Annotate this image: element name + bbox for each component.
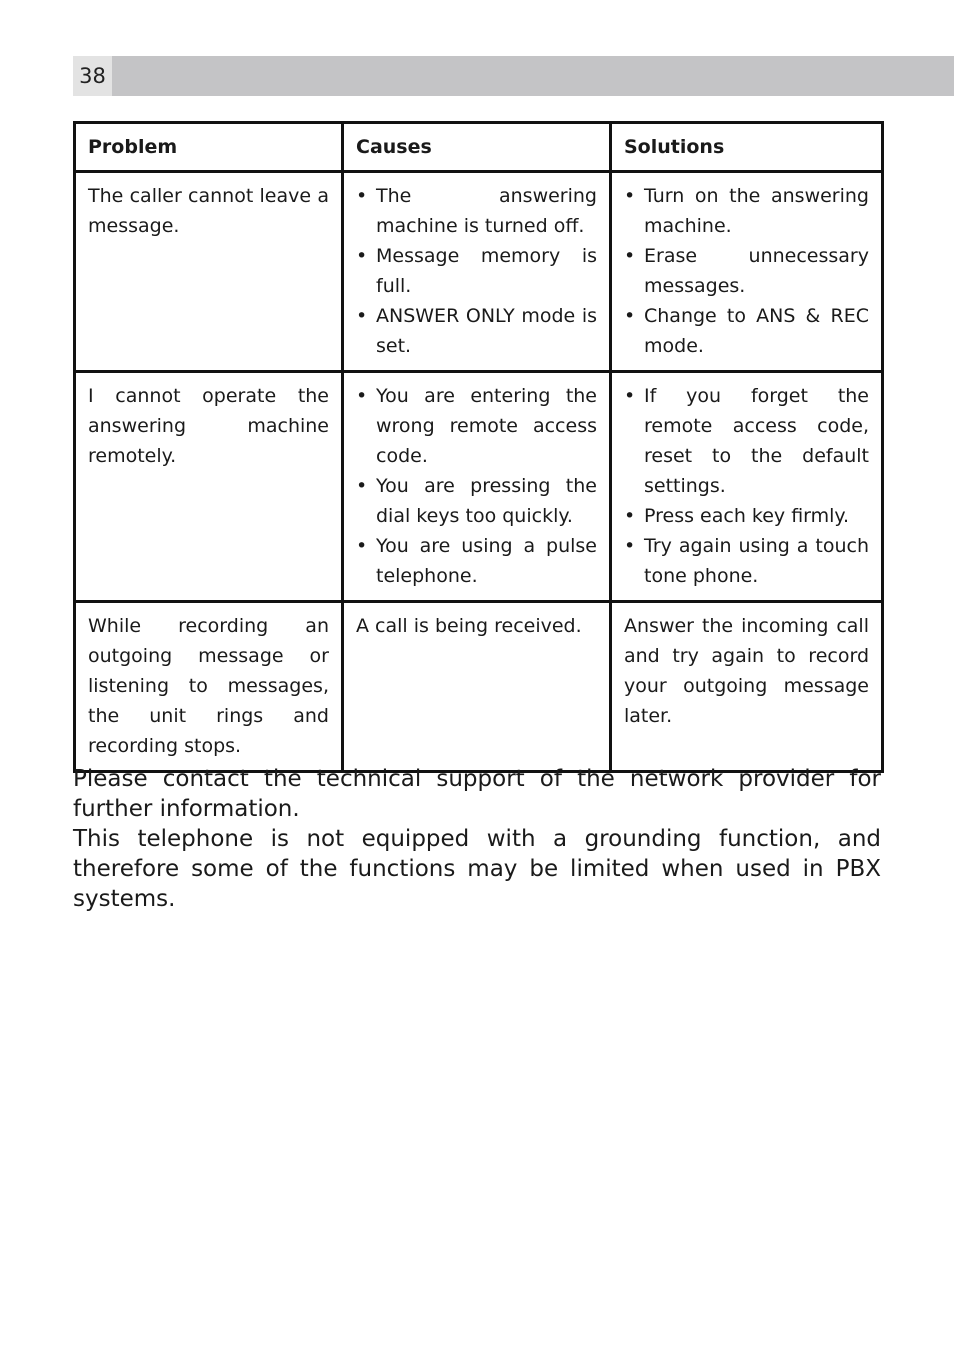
problem-cell: While recording an outgoing message or listening to messages, the unit rings and recording stops. (75, 602, 343, 772)
list-item: • You are entering the wrong remote access code. (356, 385, 597, 467)
table-header-row (75, 123, 883, 172)
solutions-cell: Answer the incoming call and try again to record your outgoing message later. (611, 602, 883, 772)
list-item: • Change to ANS & REC mode. (624, 305, 869, 357)
problem-cell: The caller cannot leave a message. (75, 172, 343, 372)
list-item: • Turn on the answering machine. (624, 185, 869, 237)
solutions-list (624, 181, 869, 361)
solutions-cell (611, 372, 883, 602)
footer-paragraph-grounding: This telephone is not equipped with a grounding function, and therefore some of the functions may be limited when used in PBX systems. (73, 826, 881, 912)
causes-list (356, 381, 597, 591)
header-problem: Problem (75, 123, 343, 172)
causes-cell: A call is being received. (343, 602, 611, 772)
solutions-cell (611, 172, 883, 372)
causes-cell (343, 372, 611, 602)
header-causes: Causes (343, 123, 611, 172)
table-row (75, 372, 883, 602)
table-row (75, 172, 883, 372)
list-item: • You are pressing the dial keys too quickly. (356, 475, 597, 527)
page-header-bar (112, 56, 954, 96)
header-solutions: Solutions (611, 123, 883, 172)
solutions-list (624, 381, 869, 591)
footer-notes (73, 764, 881, 914)
problem-cell: I cannot operate the answering machine remotely. (75, 372, 343, 602)
list-item: • If you forget the remote access code, reset to the default settings. (624, 385, 869, 497)
list-item: • Try again using a touch tone phone. (624, 535, 869, 587)
footer-paragraph-support: Please contact the technical support of the network provider for further information. (73, 766, 881, 822)
table-row (75, 602, 883, 772)
page-number: 38 (79, 64, 106, 88)
list-item: • Erase unnecessary messages. (624, 245, 869, 297)
list-item: • Message memory is full. (356, 245, 597, 297)
causes-list (356, 181, 597, 361)
list-item: • Press each key firmly. (624, 505, 850, 527)
list-item: • ANSWER ONLY mode is set. (356, 305, 597, 357)
causes-cell (343, 172, 611, 372)
list-item: • The answering machine is turned off. (356, 185, 597, 237)
list-item: • You are using a pulse telephone. (356, 535, 597, 587)
page-number-box (73, 56, 112, 96)
troubleshooting-table (73, 121, 884, 773)
